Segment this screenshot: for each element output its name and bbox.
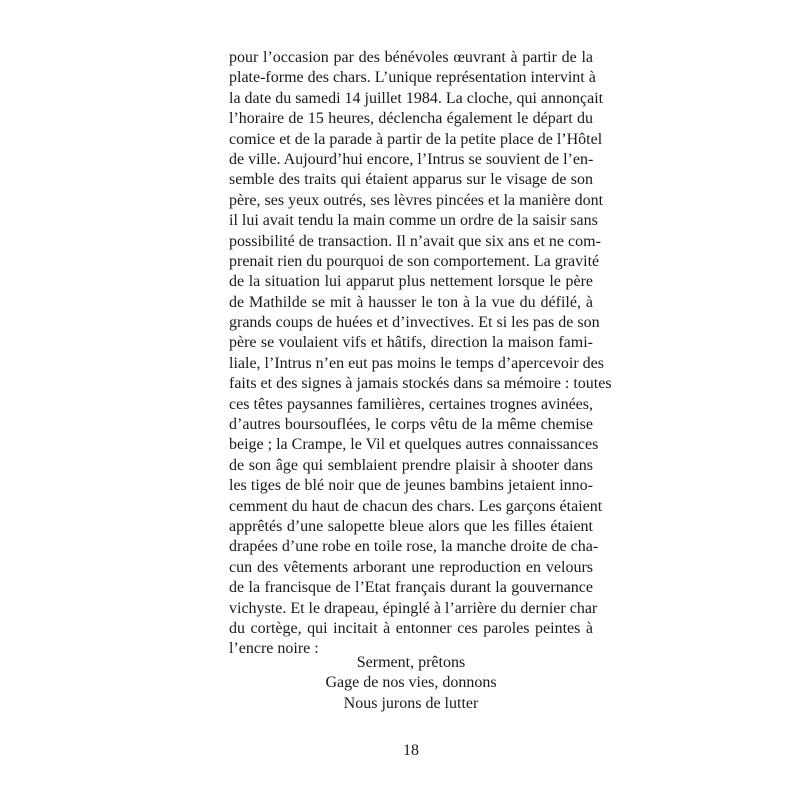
verse-line: Serment, prêtons — [356, 654, 466, 671]
paragraph-line: cun des vêtements arborant une reproduction en velours — [229, 558, 593, 576]
paragraph-line: père se voulaient vifs et hâtifs, direction la maison fami- — [229, 334, 593, 352]
verse-line: Gage de nos vies, donnons — [325, 674, 497, 692]
paragraph-line: comice et de la parade à partir de la petite place de l’Hôtel — [229, 130, 603, 148]
paragraph-line: il lui avait tendu la main comme un ordre de la saisir sans — [229, 212, 598, 230]
paragraph-line: vichyste. Et le drapeau, épinglé à l’arrière du dernier char — [229, 599, 598, 617]
paragraph-line: pour l’occasion par des bénévoles œuvrant à partir de la — [229, 49, 593, 66]
verse-line: Nous jurons de lutter — [343, 694, 479, 712]
paragraph-line: du cortège, qui incitait à entonner ces paroles peintes à — [229, 619, 593, 637]
paragraph-line: semble des traits qui étaient apparus sur le visage de son — [229, 171, 593, 189]
paragraph-line: l’horaire de 15 heures, déclencha également le départ du — [229, 110, 593, 128]
paragraph-line: de son âge qui semblaient prendre plaisir à shooter dans — [229, 456, 593, 474]
verse-block — [229, 653, 593, 714]
body-paragraph — [229, 48, 612, 660]
paragraph-line: plate-forme des chars. L’unique représentation intervint à — [229, 69, 596, 87]
paragraph-line: prenait rien du pourquoi de son comportement. La gravité — [229, 252, 600, 270]
paragraph-line: cemment du haut de chacun des chars. Les garçons étaient — [229, 497, 603, 515]
paragraph-line: faits et des signes à jamais stockés dans sa mémoire : toutes — [229, 375, 612, 393]
paragraph-line: la date du samedi 14 juillet 1984. La cloche, qui annonçait — [229, 89, 604, 107]
page-number: 18 — [403, 742, 419, 759]
paragraph-line: possibilité de transaction. Il n’avait que six ans et ne com- — [229, 232, 601, 250]
paragraph-line: apprêtés d’une salopette bleue alors que les filles étaient — [229, 517, 593, 535]
paragraph-line: les tiges de blé noir que de jeunes bambins jetaient inno- — [229, 477, 593, 495]
paragraph-line: père, ses yeux outrés, ses lèvres pincées et la manière dont — [229, 191, 604, 209]
paragraph-line: l’encre noire : — [229, 640, 319, 658]
paragraph-line: de la francisque de l’Etat français durant la gouvernance — [229, 579, 593, 597]
paragraph-line: grands coups de huées et d’invectives. Et si les pas de son — [229, 314, 600, 332]
paragraph-line: drapées d’une robe en toile rose, la manche droite de cha- — [229, 538, 599, 556]
paragraph-line: de Mathilde se mit à hausser le ton à la vue du défilé, à — [229, 293, 593, 311]
paragraph-line: de ville. Aujourd’hui encore, l’Intrus se souvient de l’en- — [229, 150, 594, 168]
paragraph-line: de la situation lui apparut plus nettement lorsque le père — [229, 273, 593, 291]
paragraph-line: liale, l’Intrus n’en eut pas moins le temps d’apercevoir des — [229, 354, 604, 372]
paragraph-line: d’autres boursouflées, le corps vêtu de la même chemise — [229, 416, 593, 434]
paragraph-line: ces têtes paysannes familières, certaines trognes avinées, — [229, 395, 593, 413]
paragraph-line: beige ; la Crampe, le Vil et quelques autres connaissances — [229, 436, 599, 454]
